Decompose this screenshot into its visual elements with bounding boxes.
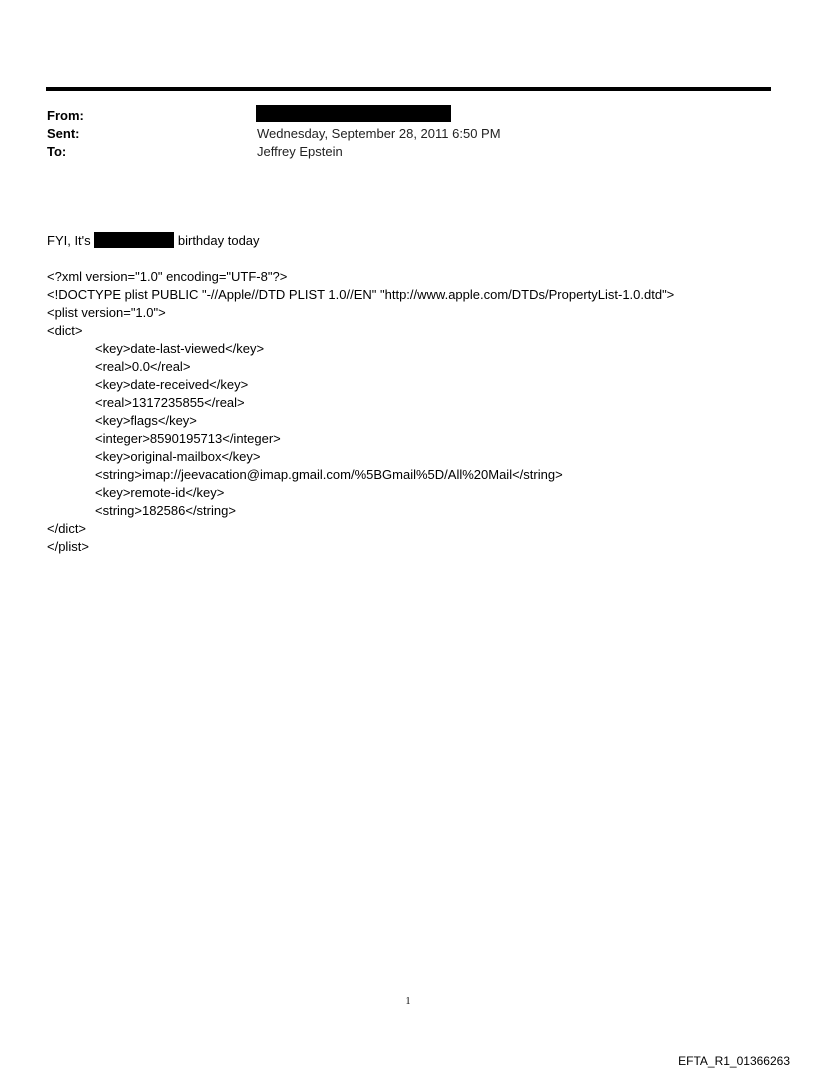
body-line: <dict> xyxy=(47,323,83,338)
from-label: From: xyxy=(47,108,84,123)
sent-value: Wednesday, September 28, 2011 6:50 PM xyxy=(257,126,501,141)
name-redaction xyxy=(94,232,174,248)
body-line: </plist> xyxy=(47,539,89,554)
body-line: </dict> xyxy=(47,521,87,536)
fyi-suffix: birthday today xyxy=(174,233,260,248)
fyi-line xyxy=(47,232,674,250)
body-line: <string>182586</string> xyxy=(95,503,236,518)
body-line: <real>1317235855</real> xyxy=(95,395,245,410)
body-line: <?xml version="1.0" encoding="UTF-8"?> xyxy=(47,269,288,284)
fyi-prefix: FYI, It's xyxy=(47,233,95,248)
body-line: <key>date-received</key> xyxy=(95,377,249,392)
to-value: Jeffrey Epstein xyxy=(257,144,343,159)
body-line: <string>imap://jeevacation@imap.gmail.com/%5BGmail%5D/All%20Mail</string> xyxy=(95,467,563,482)
bates-number: EFTA_R1_01366263 xyxy=(678,1054,790,1068)
body-line: <key>original-mailbox</key> xyxy=(95,449,261,464)
body-line: <!DOCTYPE plist PUBLIC "-//Apple//DTD PLIST 1.0//EN" "http://www.apple.com/DTDs/PropertyList-1.0.dtd"> xyxy=(47,287,675,302)
from-redaction xyxy=(256,105,451,122)
body-line: <real>0.0</real> xyxy=(95,359,191,374)
body-line: <integer>8590195713</integer> xyxy=(95,431,281,446)
body-line: <key>flags</key> xyxy=(95,413,197,428)
body-line: <plist version="1.0"> xyxy=(47,305,166,320)
body-line: <key>remote-id</key> xyxy=(95,485,225,500)
email-body xyxy=(47,196,674,556)
body-line: <key>date-last-viewed</key> xyxy=(95,341,265,356)
page-number: 1 xyxy=(405,996,411,1007)
to-label: To: xyxy=(47,144,67,159)
sent-label: Sent: xyxy=(47,126,80,141)
header-rule xyxy=(46,87,771,91)
